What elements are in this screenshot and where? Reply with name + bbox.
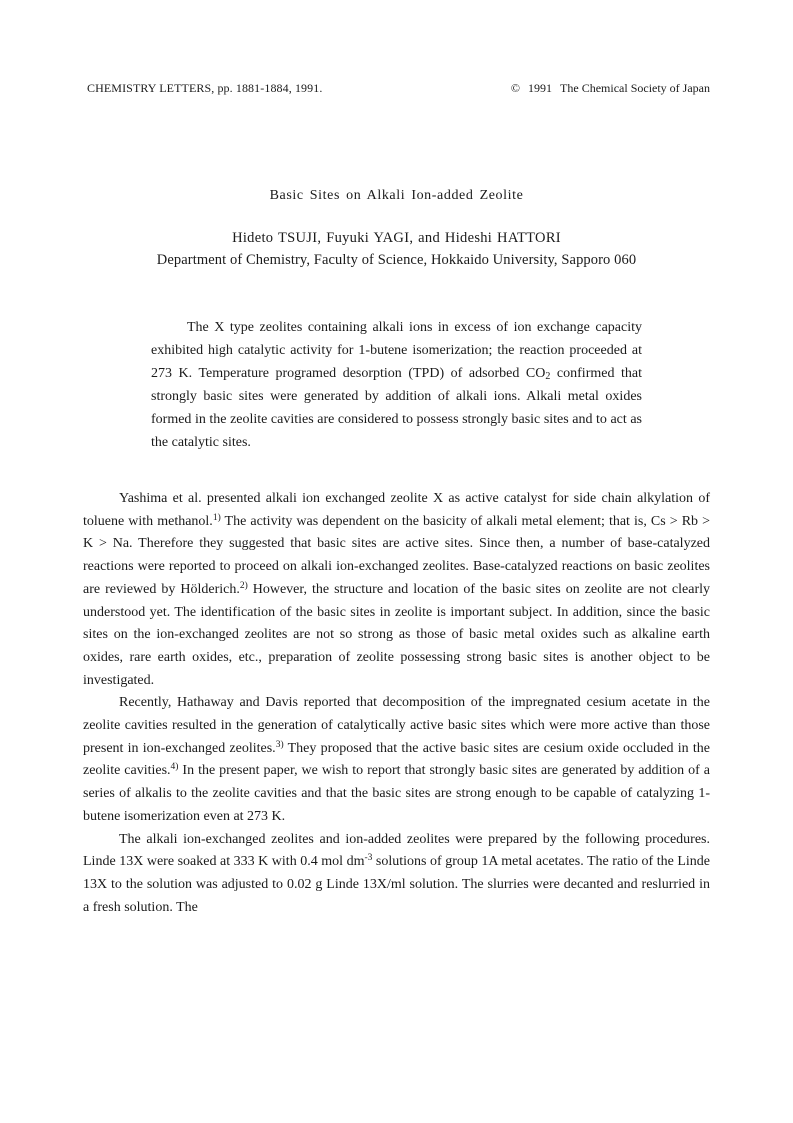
copyright-line bbox=[511, 81, 710, 96]
abstract-part-2: confirmed that strongly basic sites were generated by addition of alkali ions. Alkali metal oxides formed in the zeolite cavities are considered to possess strongly basic sites and to act as the catalytic sites. bbox=[151, 366, 642, 450]
reference-2: 2) bbox=[239, 580, 248, 591]
p1-text-a: Yashima et al. presented alkali ion exchanged zeolite X as active catalyst for side chain alkylation of toluene with methanol. bbox=[83, 491, 710, 529]
abstract bbox=[151, 316, 642, 454]
body-text bbox=[83, 488, 710, 919]
p3-text-a: The alkali ion-exchanged zeolites and ion-added zeolites were prepared by the following procedures. Linde 13X were soaked at 333 K with 0.4 mol dm bbox=[83, 831, 710, 870]
concentration-exponent: -3 bbox=[364, 853, 373, 864]
reference-3: 3) bbox=[275, 739, 284, 750]
body-paragraph-1 bbox=[83, 488, 710, 692]
body-paragraph-2 bbox=[83, 692, 710, 828]
author-list: Hideto TSUJI, Fuyuki YAGI, and Hideshi HATTORI bbox=[232, 230, 561, 246]
copyright-year: 1991 bbox=[528, 81, 553, 95]
p2-text-c: In the present paper, we wish to report that strongly basic sites are generated by addition of a series of alkalis to the zeolite cavities and that the basic sites are strong enough to be capable of catalyzing 1-butene isomerization even at 273 K. bbox=[83, 763, 710, 824]
publisher-name: The Chemical Society of Japan bbox=[560, 81, 710, 95]
affiliation: Department of Chemistry, Faculty of Science, Hokkaido University, Sapporo 060 bbox=[156, 252, 637, 268]
journal-citation: CHEMISTRY LETTERS, pp. 1881-1884, 1991. bbox=[87, 81, 323, 95]
reference-1: 1) bbox=[212, 512, 221, 523]
p1-text-c: However, the structure and location of the basic sites on zeolite are not clearly understood yet. The identification of the basic sites in zeolite is important subject. In addition, since the basic sites on the ion-exchanged zeolites are not so strong as those of basic metal oxides such as alkaline earth oxides, rare earth oxides, etc., preparation of zeolite possessing strong basic sites is another object to be investigated. bbox=[83, 581, 711, 688]
body-paragraph-3 bbox=[83, 829, 710, 920]
p3-text-b: solutions of group 1A metal acetates. The ratio of the Linde 13X to the solution was adjusted to 0.02 g Linde 13X/ml solution. The slurries were decanted and reslurried in a fresh solution. The bbox=[83, 854, 710, 915]
p1-text-b: The activity was dependent on the basicity of alkali metal element; that is, Cs > Rb > K > Na. Therefore they suggested that basic sites are active sites. Since then, a number of base-catalyzed reactions were reported to proceed on alkali ion-exchanged zeolites. Base-catalyzed reactions on basic zeolites are reviewed by Hölderich. bbox=[83, 513, 710, 597]
co2-subscript: 2 bbox=[545, 371, 551, 382]
copyright-symbol: © bbox=[510, 81, 521, 95]
p2-text-b: They proposed that the active basic sites are cesium oxide occluded in the zeolite cavities. bbox=[83, 740, 711, 779]
paper-title: Basic Sites on Alkali Ion-added Zeolite bbox=[269, 188, 524, 203]
reference-4: 4) bbox=[170, 762, 179, 773]
p2-text-a: Recently, Hathaway and Davis reported that decomposition of the impregnated cesium acetate in the zeolite cavities resulted in the generation of catalytically active basic sites which were more active than those present in ion-exchanged zeolites. bbox=[83, 695, 710, 756]
abstract-part-1: The X type zeolites containing alkali ions in excess of ion exchange capacity exhibited high catalytic activity for 1-butene isomerization; the reaction proceeded at 273 K. Temperature programed desorption (TPD) of adsorbed CO bbox=[151, 320, 642, 381]
